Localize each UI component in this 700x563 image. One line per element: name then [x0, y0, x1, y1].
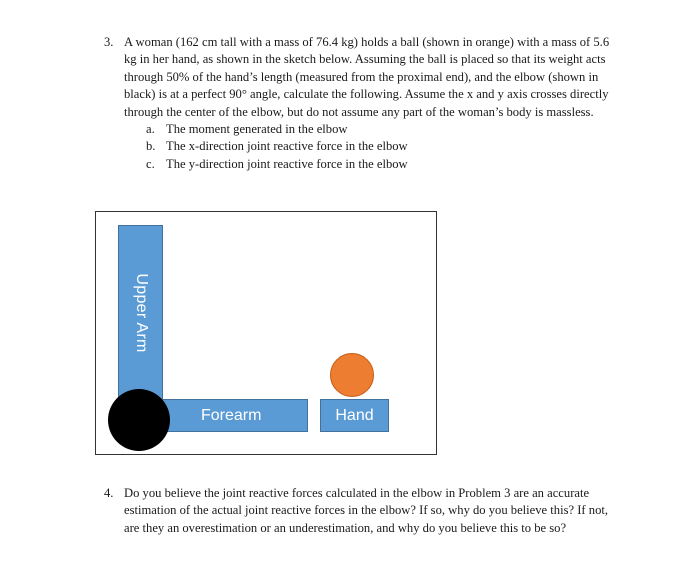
subquestion-text: The y-direction joint reactive force in the elbow — [166, 156, 408, 171]
subquestion-a — [146, 121, 624, 138]
problem-number: 4. — [104, 486, 114, 500]
subquestion-c — [146, 156, 624, 173]
ball — [330, 353, 374, 397]
subquestion-letter: c. — [146, 156, 155, 171]
hand-label: Hand — [335, 406, 374, 424]
elbow-joint — [108, 389, 170, 451]
subquestion-text: The x-direction joint reactive force in the elbow — [166, 139, 408, 154]
problem-4 — [104, 485, 624, 537]
subquestion-text: The moment generated in the elbow — [166, 122, 348, 137]
problem-number: 3. — [104, 35, 114, 49]
subquestion-list — [146, 121, 624, 173]
upper-arm-label: Upper Arm — [132, 272, 150, 353]
arm-sketch-figure — [95, 211, 437, 455]
hand-segment — [320, 399, 389, 432]
upper-arm-segment — [118, 225, 163, 400]
subquestion-b — [146, 138, 624, 155]
subquestion-letter: b. — [146, 139, 156, 154]
problem-statement: Do you believe the joint reactive forces calculated in the elbow in Problem 3 are an accurate estimation of the actual joint reactive forces in the elbow? If so, why do you believe this? If not, are they an overestimation or an underestimation, and why do you believe this to be so? — [124, 486, 609, 535]
problem-3 — [104, 34, 624, 173]
forearm-label: Forearm — [201, 406, 262, 424]
problem-statement: A woman (162 cm tall with a mass of 76.4 kg) holds a ball (shown in orange) with a mass of 5.6 kg in her hand, as shown in the sketch below. Assuming the ball is placed so that its weight acts through 50% of the hand’s length (measured from the proximal end), and the elbow (shown in black) is at a perfect 90° angle, calculate the following. Assume the x and y axis crosses directly through the center of the elbow, but do not assume any part of the woman’s body is massless. — [124, 35, 610, 119]
subquestion-letter: a. — [146, 122, 155, 137]
